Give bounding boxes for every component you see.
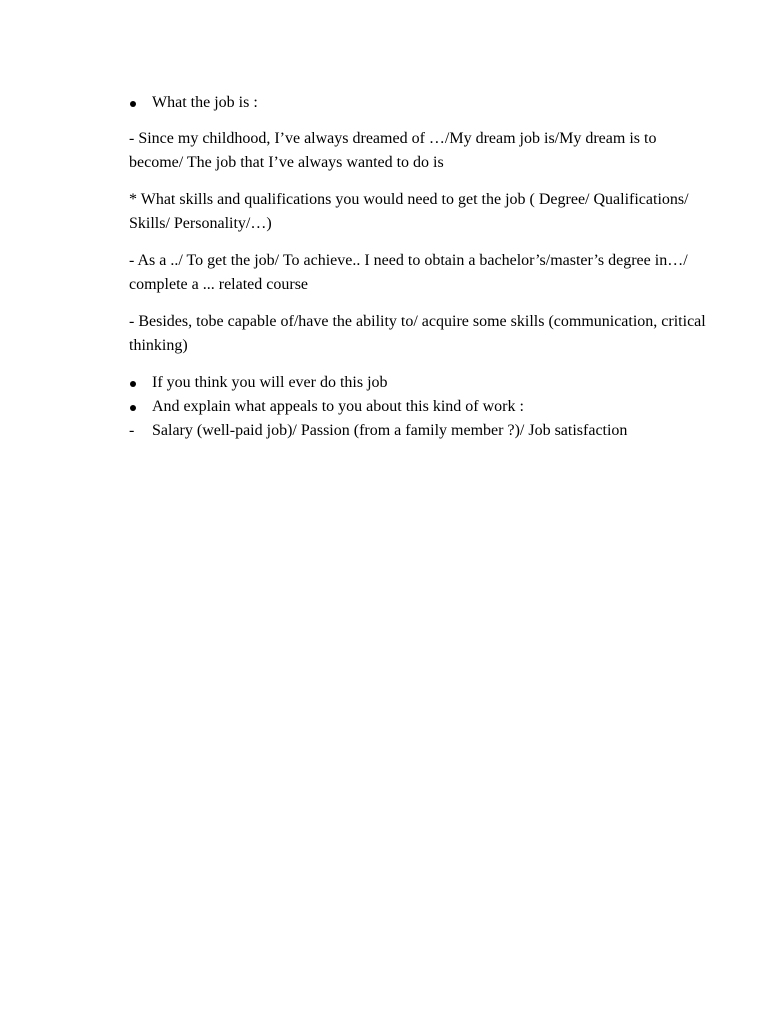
paragraph: - Since my childhood, I’ve always dreamed of …/My dream job is/My dream is to become/ The job that I’ve always wanted to do is [129, 130, 657, 171]
dash-marker [129, 419, 152, 443]
bullet-marker [129, 395, 152, 419]
bullet-text: If you think you will ever do this job [152, 374, 388, 391]
bullet-item [129, 91, 713, 115]
paragraph: - As a ../ To get the job/ To achieve.. I need to obtain a bachelor’s/master’s degree in…/ complete a ... related course [129, 252, 688, 293]
paragraph: * What skills and qualifications you would need to get the job ( Degree/ Qualifications/ Skills/ Personality/…) [129, 191, 689, 232]
bullet-dot-icon [130, 381, 136, 387]
paragraph: - Besides, tobe capable of/have the ability to/ acquire some skills (communication, critical thinking) [129, 313, 706, 354]
dash-item [129, 419, 713, 443]
dash-glyph: - [129, 422, 135, 439]
bullet-item [129, 395, 713, 419]
bullet-marker [129, 371, 152, 395]
document-body [129, 91, 713, 443]
bullet-dot-icon [130, 101, 136, 107]
dash-text: Salary (well-paid job)/ Passion (from a family member ?)/ Job satisfaction [152, 422, 628, 439]
bullet-marker [129, 91, 152, 115]
bullet-text: What the job is : [152, 94, 258, 111]
bullet-text: And explain what appeals to you about this kind of work : [152, 398, 524, 415]
bullet-item [129, 371, 713, 395]
bullet-dot-icon [130, 405, 136, 411]
